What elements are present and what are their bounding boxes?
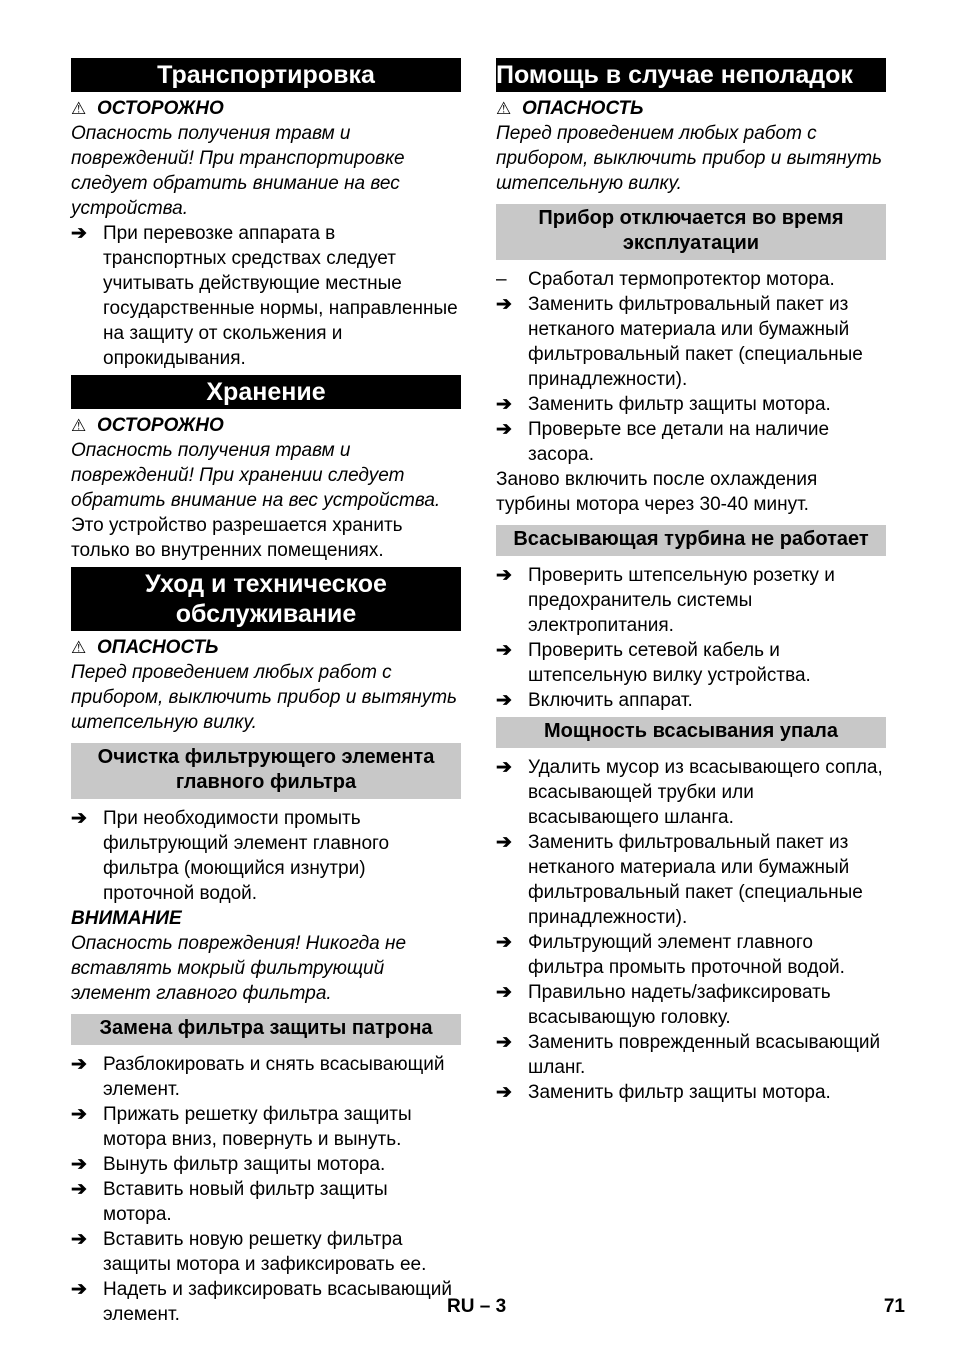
list-item: ➔ Фильтрующий элемент главного фильтра промыть проточной водой. bbox=[496, 932, 845, 978]
caution-heading: ⚠ ОСТОРОЖНО bbox=[71, 415, 224, 436]
list-item: ➔ При перевозке аппарата в транспортных средствах следует учитывать действующие местные государственные нормы, направленные на защиту от скольжения и опрокидывания. bbox=[71, 223, 458, 369]
arrow-right-icon: ➔ bbox=[496, 565, 512, 586]
caution-text: Опасность получения травм и повреждений! При транспортировке следует обратить внимание на вес устройства. bbox=[71, 123, 405, 219]
list-item: ➔ Правильно надеть/зафиксировать всасывающую головку. bbox=[496, 982, 831, 1028]
list-item: ➔ Удалить мусор из всасывающего сопла, всасывающей трубки или всасывающего шланга. bbox=[496, 757, 883, 828]
arrow-right-icon: ➔ bbox=[496, 419, 512, 440]
page-footer bbox=[0, 1296, 954, 1326]
arrow-right-icon: ➔ bbox=[496, 982, 512, 1003]
warning-triangle-icon: ⚠ bbox=[71, 638, 87, 657]
arrow-right-icon: ➔ bbox=[71, 1229, 87, 1250]
warning-triangle-icon: ⚠ bbox=[496, 99, 512, 118]
list-item: ➔ Заменить фильтр защиты мотора. bbox=[496, 394, 831, 415]
list-item: ➔ Заменить фильтр защиты мотора. bbox=[496, 1082, 831, 1103]
footer-label: RU – 3 bbox=[447, 1296, 507, 1317]
list-item-cause: – Сработал термопротектор мотора. bbox=[496, 269, 835, 290]
right-column bbox=[496, 58, 886, 1105]
arrow-right-icon: ➔ bbox=[71, 808, 87, 829]
attention-text: Опасность повреждения! Никогда не вставлять мокрый фильтрующий элемент главного фильтра. bbox=[71, 933, 407, 1004]
arrow-right-icon: ➔ bbox=[71, 1279, 87, 1300]
list-item: ➔ Включить аппарат. bbox=[496, 690, 693, 711]
arrow-right-icon: ➔ bbox=[496, 640, 512, 661]
list-item: ➔ Заменить фильтровальный пакет из нетканого материала или бумажный фильтровальный пакет (специальные принадлежности). bbox=[496, 832, 863, 928]
list-item: ➔ При необходимости промыть фильтрующий элемент главного фильтра (моющийся изнутри) проточной водой. bbox=[71, 808, 390, 904]
arrow-right-icon: ➔ bbox=[71, 1104, 87, 1125]
subsection-title-suction-power-dropped: Мощность всасывания упала bbox=[496, 717, 886, 748]
list-item: ➔ Надеть и зафиксировать всасывающий элемент. bbox=[71, 1279, 452, 1325]
list-item: ➔ Вынуть фильтр защиты мотора. bbox=[71, 1154, 386, 1175]
section-title-transport: Транспортировка bbox=[71, 58, 461, 92]
list-item: ➔ Разблокировать и снять всасывающий элемент. bbox=[71, 1054, 445, 1100]
list-item: ➔ Проверьте все детали на наличие засора. bbox=[496, 419, 830, 465]
arrow-right-icon: ➔ bbox=[496, 1032, 512, 1053]
arrow-right-icon: ➔ bbox=[496, 932, 512, 953]
list-item: ➔ Заменить поврежденный всасывающий шланг. bbox=[496, 1032, 881, 1078]
caution-heading: ⚠ ОСТОРОЖНО bbox=[71, 98, 224, 119]
subsection-title-device-switches-off: Прибор отключается во время эксплуатации bbox=[496, 204, 886, 260]
caution-text: Опасность получения травм и повреждений! При хранении следует обратить внимание на вес устройства. bbox=[71, 440, 441, 511]
danger-heading: ⚠ ОПАСНОСТЬ bbox=[71, 637, 219, 658]
list-item: ➔ Прижать решетку фильтра защиты мотора вниз, повернуть и вынуть. bbox=[71, 1104, 412, 1150]
page-number: 71 bbox=[883, 1296, 905, 1317]
storage-text: Это устройство разрешается хранить только во внутренних помещениях. bbox=[71, 515, 403, 561]
section-title-troubleshooting: Помощь в случае неполадок bbox=[496, 58, 886, 92]
arrow-right-icon: ➔ bbox=[71, 1154, 87, 1175]
danger-text: Перед проведением любых работ с прибором, выключить прибор и вытянуть штепсельную вилку. bbox=[496, 123, 883, 194]
section-title-maintenance: Уход и техническое обслуживание bbox=[71, 567, 461, 631]
danger-heading: ⚠ ОПАСНОСТЬ bbox=[496, 98, 644, 119]
restart-note: Заново включить после охлаждения турбины мотора через 30-40 минут. bbox=[496, 469, 818, 515]
danger-text: Перед проведением любых работ с прибором, выключить прибор и вытянуть штепсельную вилку. bbox=[71, 662, 458, 733]
attention-heading: ВНИМАНИЕ bbox=[71, 908, 182, 929]
arrow-right-icon: ➔ bbox=[496, 1082, 512, 1103]
list-item: ➔ Заменить фильтровальный пакет из нетканого материала или бумажный фильтровальный пакет (специальные принадлежности). bbox=[496, 294, 863, 390]
list-item: ➔ Проверить сетевой кабель и штепсельную вилку устройства. bbox=[496, 640, 811, 686]
arrow-right-icon: ➔ bbox=[496, 294, 512, 315]
subsection-title-filter-cleaning: Очистка фильтрующего элемента главного фильтра bbox=[71, 743, 461, 799]
section-title-storage: Хранение bbox=[71, 375, 461, 409]
arrow-right-icon: ➔ bbox=[496, 690, 512, 711]
arrow-right-icon: ➔ bbox=[71, 1179, 87, 1200]
arrow-right-icon: ➔ bbox=[496, 394, 512, 415]
list-item: ➔ Вставить новую решетку фильтра защиты мотора и зафиксировать ее. bbox=[71, 1229, 427, 1275]
arrow-right-icon: ➔ bbox=[496, 757, 512, 778]
warning-triangle-icon: ⚠ bbox=[71, 416, 87, 435]
arrow-right-icon: ➔ bbox=[496, 832, 512, 853]
dash-marker: – bbox=[496, 269, 507, 290]
arrow-right-icon: ➔ bbox=[71, 1054, 87, 1075]
arrow-right-icon: ➔ bbox=[71, 223, 87, 244]
warning-triangle-icon: ⚠ bbox=[71, 99, 87, 118]
left-column bbox=[71, 58, 461, 1327]
subsection-title-motor-filter: Замена фильтра защиты патрона bbox=[71, 1014, 461, 1045]
list-item: ➔ Вставить новый фильтр защиты мотора. bbox=[71, 1179, 388, 1225]
subsection-title-turbine-not-working: Всасывающая турбина не работает bbox=[496, 525, 886, 556]
list-item: ➔ Проверить штепсельную розетку и предохранитель системы электропитания. bbox=[496, 565, 835, 636]
